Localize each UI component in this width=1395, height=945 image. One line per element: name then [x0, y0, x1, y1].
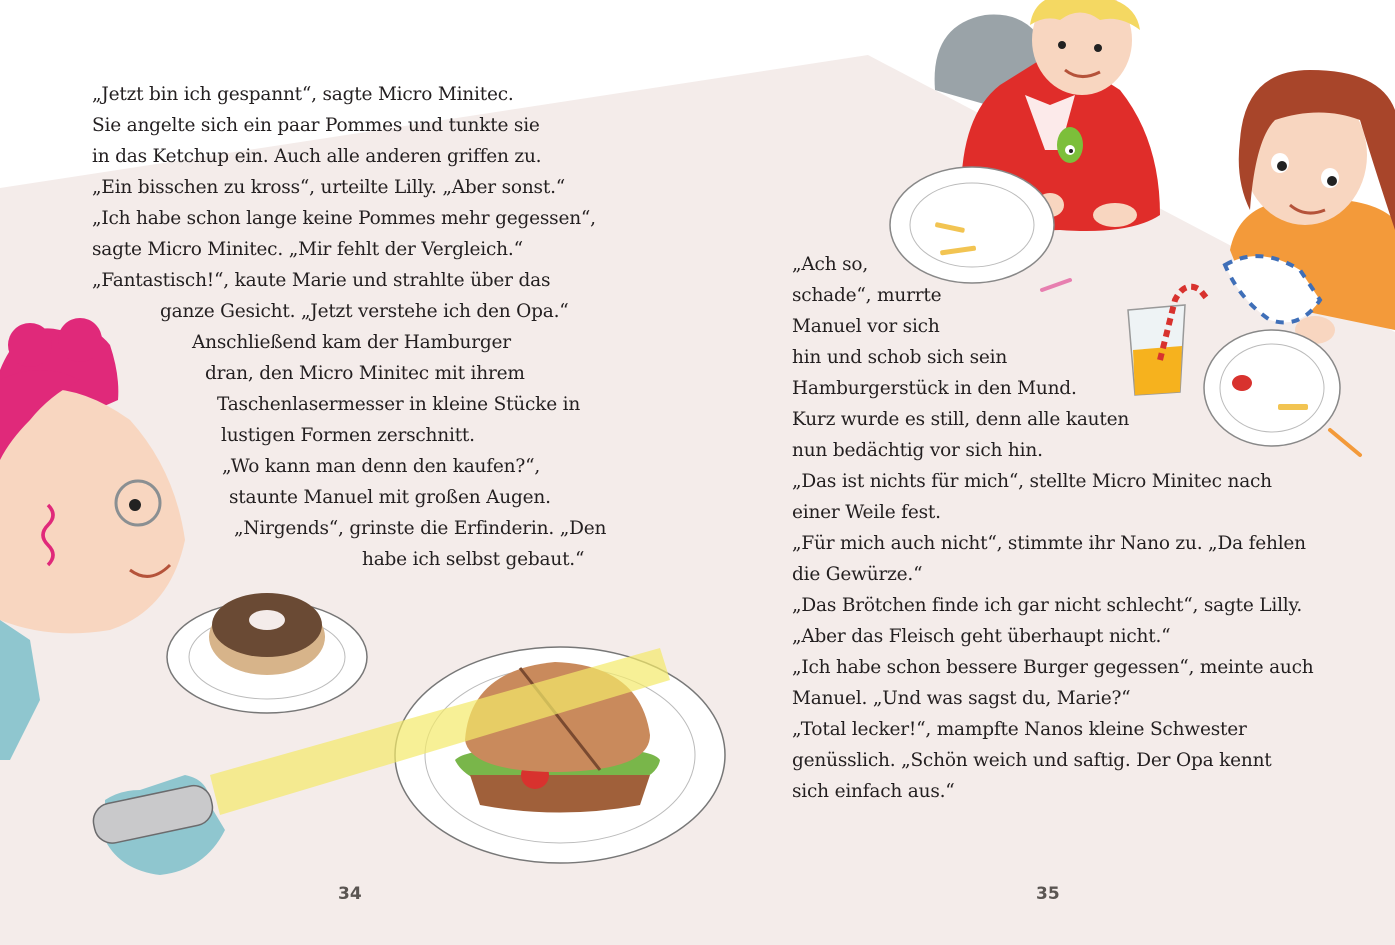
left-line-16: habe ich selbst gebaut.“	[362, 549, 585, 570]
right-line-4: hin und schob sich sein	[792, 347, 1008, 368]
right-line-2: schade“, murrte	[792, 285, 942, 306]
right-line-10: „Für mich auch nicht“, stimmte ihr Nano zu. „Da fehlen	[792, 533, 1306, 554]
right-line-17: genüsslich. „Schön weich und saftig. Der Opa kennt	[792, 750, 1272, 771]
girl-illustration	[1225, 70, 1395, 344]
right-line-12: „Das Brötchen finde ich gar nicht schlecht“, sagte Lilly.	[792, 595, 1302, 616]
right-line-15: Manuel. „Und was sagst du, Marie?“	[792, 688, 1131, 709]
left-line-4: „Ein bisschen zu kross“, urteilte Lilly. „Aber sonst.“	[92, 177, 566, 198]
left-line-11: Taschenlasermesser in kleine Stücke in	[217, 394, 581, 415]
left-line-6: sagte Micro Minitec. „Mir fehlt der Vergleich.“	[92, 239, 523, 260]
right-line-13: „Aber das Fleisch geht überhaupt nicht.“	[792, 626, 1171, 647]
left-line-15: „Nirgends“, grinste die Erfinderin. „Den	[234, 518, 607, 539]
left-line-5: „Ich habe schon lange keine Pommes mehr gegessen“,	[92, 208, 596, 229]
left-line-13: „Wo kann man denn den kaufen?“,	[222, 456, 541, 477]
left-line-3: in das Ketchup ein. Auch alle anderen griffen zu.	[92, 146, 542, 167]
left-line-1: „Jetzt bin ich gespannt“, sagte Micro Minitec.	[92, 84, 514, 105]
right-line-7: nun bedächtig vor sich hin.	[792, 440, 1043, 461]
right-line-11: die Gewürze.“	[792, 564, 923, 585]
right-line-1: „Ach so,	[792, 254, 869, 275]
left-line-12: lustigen Formen zerschnitt.	[221, 425, 475, 446]
left-line-7: „Fantastisch!“, kaute Marie und strahlte über das	[92, 270, 551, 291]
left-line-10: dran, den Micro Minitec mit ihrem	[205, 363, 525, 384]
right-line-9: einer Weile fest.	[792, 502, 941, 523]
left-line-2: Sie angelte sich ein paar Pommes und tunkte sie	[92, 115, 540, 136]
page-number-right: 35	[1036, 884, 1060, 904]
right-line-18: sich einfach aus.“	[792, 781, 955, 802]
page-number-left: 34	[338, 884, 362, 904]
left-line-8: ganze Gesicht. „Jetzt verstehe ich den Opa.“	[160, 301, 569, 322]
left-line-9: Anschließend kam der Hamburger	[192, 332, 511, 353]
right-line-6: Kurz wurde es still, denn alle kauten	[792, 409, 1130, 430]
right-line-16: „Total lecker!“, mampfte Nanos kleine Schwester	[792, 719, 1247, 740]
right-line-8: „Das ist nichts für mich“, stellte Micro Minitec nach	[792, 471, 1272, 492]
right-line-3: Manuel vor sich	[792, 316, 940, 337]
right-line-14: „Ich habe schon bessere Burger gegessen“, meinte auch	[792, 657, 1314, 678]
left-line-14: staunte Manuel mit großen Augen.	[229, 487, 551, 508]
right-line-5: Hamburgerstück in den Mund.	[792, 378, 1077, 399]
